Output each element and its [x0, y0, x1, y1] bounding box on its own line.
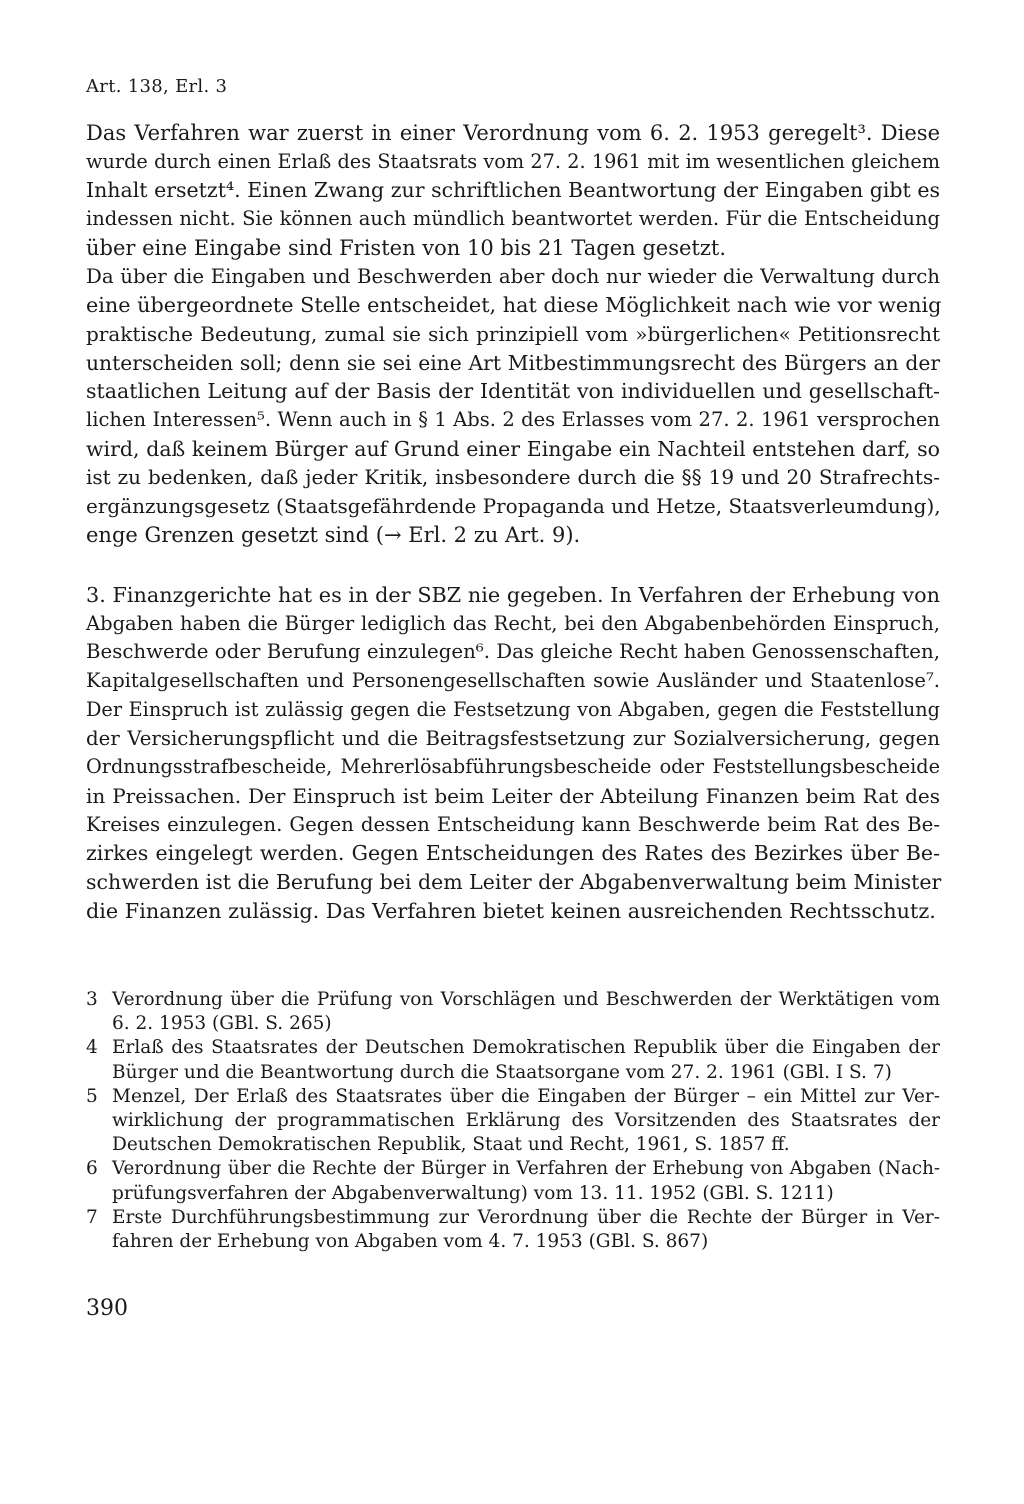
text-line: über eine Eingabe sind Fristen von 10 bis 21 Tagen gesetzt.	[86, 235, 727, 260]
text-line: Kapitalgesellschaften und Personengesellschaften sowie Ausländer und Staatenlose⁷.	[86, 669, 940, 693]
footnote-line: Menzel, Der Erlaß des Staatsrates über die Eingaben der Bürger – ein Mittel zur Ver-	[112, 1085, 940, 1107]
footnote-line: 6. 2. 1953 (GBl. S. 265)	[112, 1013, 332, 1035]
footnote-line: Bürger und die Beantwortung durch die Staatsorgane vom 27. 2. 1961 (GBl. I S. 7)	[112, 1061, 892, 1083]
footnote-5	[86, 1085, 940, 1158]
footnote-number: 5	[86, 1085, 98, 1107]
text-line: zirkes eingelegt werden. Gegen Entscheidungen des Rates des Bezirkes über Be-	[86, 841, 940, 866]
text-line: wird, daß keinem Bürger auf Grund einer Eingabe ein Nachteil entstehen darf, so	[86, 436, 940, 461]
footnote-number: 3	[86, 989, 98, 1010]
footnote-line: Erlaß des Staatsrates der Deutschen Demokratischen Republik über die Eingaben der	[112, 1037, 940, 1059]
text-line: Abgaben haben die Bürger lediglich das Recht, bei den Abgabenbehörden Einspruch,	[86, 611, 940, 635]
footnote-line: Deutschen Demokratischen Republik, Staat und Recht, 1961, S. 1857 ff.	[112, 1134, 790, 1156]
text-line: Ordnungsstrafbescheide, Mehrerlösabführungsbescheide oder Feststellungsbescheide	[86, 755, 940, 779]
page-number: 390	[86, 1296, 128, 1321]
text-line: indessen nicht. Sie können auch mündlich beantwortet werden. Für die Entscheidung	[86, 207, 940, 231]
text-line: Der Einspruch ist zulässig gegen die Festsetzung von Abgaben, gegen die Feststellung	[86, 697, 940, 721]
footnote-line: prüfungsverfahren der Abgabenverwaltung) vom 13. 11. 1952 (GBl. S. 1211)	[112, 1182, 834, 1204]
text-line: Beschwerde oder Berufung einzulegen⁶. Das gleiche Recht haben Genossenschaften,	[86, 640, 940, 664]
footnote-3	[86, 988, 940, 1036]
text-line: enge Grenzen gesetzt sind (→ Erl. 2 zu Art. 9).	[86, 522, 581, 547]
text-line: lichen Interessen⁵. Wenn auch in § 1 Abs. 2 des Erlasses vom 27. 2. 1961 versprochen	[86, 408, 940, 432]
footnote-number: 4	[86, 1037, 98, 1059]
footnote-line: Verordnung über die Rechte der Bürger in Verfahren der Erhebung von Abgaben (Nach-	[112, 1158, 940, 1180]
text-line: unterscheiden soll; denn sie sei eine Art Mitbestimmungsrecht des Bürgers an der	[86, 350, 940, 375]
footnote-4	[86, 1036, 940, 1084]
text-line: Inhalt ersetzt⁴. Einen Zwang zur schriftlichen Beantwortung der Eingaben gibt es	[86, 178, 940, 203]
text-line: Kreises einzulegen. Gegen dessen Entscheidung kann Beschwerde beim Rat des Be-	[86, 812, 940, 836]
footnote-7	[86, 1206, 940, 1254]
footnote-number: 6	[86, 1158, 98, 1180]
paragraph-block-eingaben	[86, 119, 940, 550]
footnote-line: Erste Durchführungsbestimmung zur Verordnung über die Rechte der Bürger in Ver-	[112, 1206, 940, 1228]
text-line: der Versicherungspflicht und die Beitragsfestsetzung zur Sozialversicherung, gegen	[86, 726, 940, 750]
text-line: 3. Finanzgerichte hat es in der SBZ nie gegeben. In Verfahren der Erhebung von	[86, 583, 940, 607]
text-line: eine übergeordnete Stelle entscheidet, hat diese Möglichkeit nach wie vor wenig	[86, 293, 942, 318]
text-line: wurde durch einen Erlaß des Staatsrats vom 27. 2. 1961 mit im wesentlichen gleichem	[86, 149, 940, 173]
footnote-6	[86, 1157, 940, 1205]
running-header: Art. 138, Erl. 3	[86, 76, 228, 97]
text-line: schwerden ist die Berufung bei dem Leiter der Abgabenverwaltung beim Minister	[86, 870, 942, 895]
text-line: praktische Bedeutung, zumal sie sich prinzipiell vom »bürgerlichen« Petitionsrecht	[86, 321, 940, 346]
text-line: Da über die Eingaben und Beschwerden aber doch nur wieder die Verwaltung durch	[86, 264, 940, 288]
footnotes-section	[86, 988, 940, 1254]
text-line: ist zu bedenken, daß jeder Kritik, insbesondere durch die §§ 19 und 20 Strafrechts-	[86, 465, 940, 490]
text-line: Das Verfahren war zuerst in einer Verordnung vom 6. 2. 1953 geregelt³. Diese	[86, 121, 940, 145]
footnote-line: Verordnung über die Prüfung von Vorschlägen und Beschwerden der Werktätigen vom	[112, 989, 940, 1010]
paragraph-block-finanzgerichte	[86, 581, 940, 925]
text-line: in Preissachen. Der Einspruch ist beim Leiter der Abteilung Finanzen beim Rat des	[86, 783, 940, 808]
text-line: staatlichen Leitung auf der Basis der Identität von individuellen und gesellschaft-	[86, 379, 940, 404]
footnote-line: fahren der Erhebung von Abgaben vom 4. 7. 1953 (GBl. S. 867)	[112, 1231, 709, 1253]
text-line: ergänzungsgesetz (Staatsgefährdende Propaganda und Hetze, Staatsverleumdung),	[86, 494, 941, 519]
text-line: die Finanzen zulässig. Das Verfahren bietet keinen ausreichenden Rechtsschutz.	[86, 898, 936, 923]
footnote-number: 7	[86, 1206, 98, 1228]
footnote-line: wirklichung der programmatischen Erklärung des Vorsitzenden des Staatsrates der	[112, 1110, 940, 1132]
